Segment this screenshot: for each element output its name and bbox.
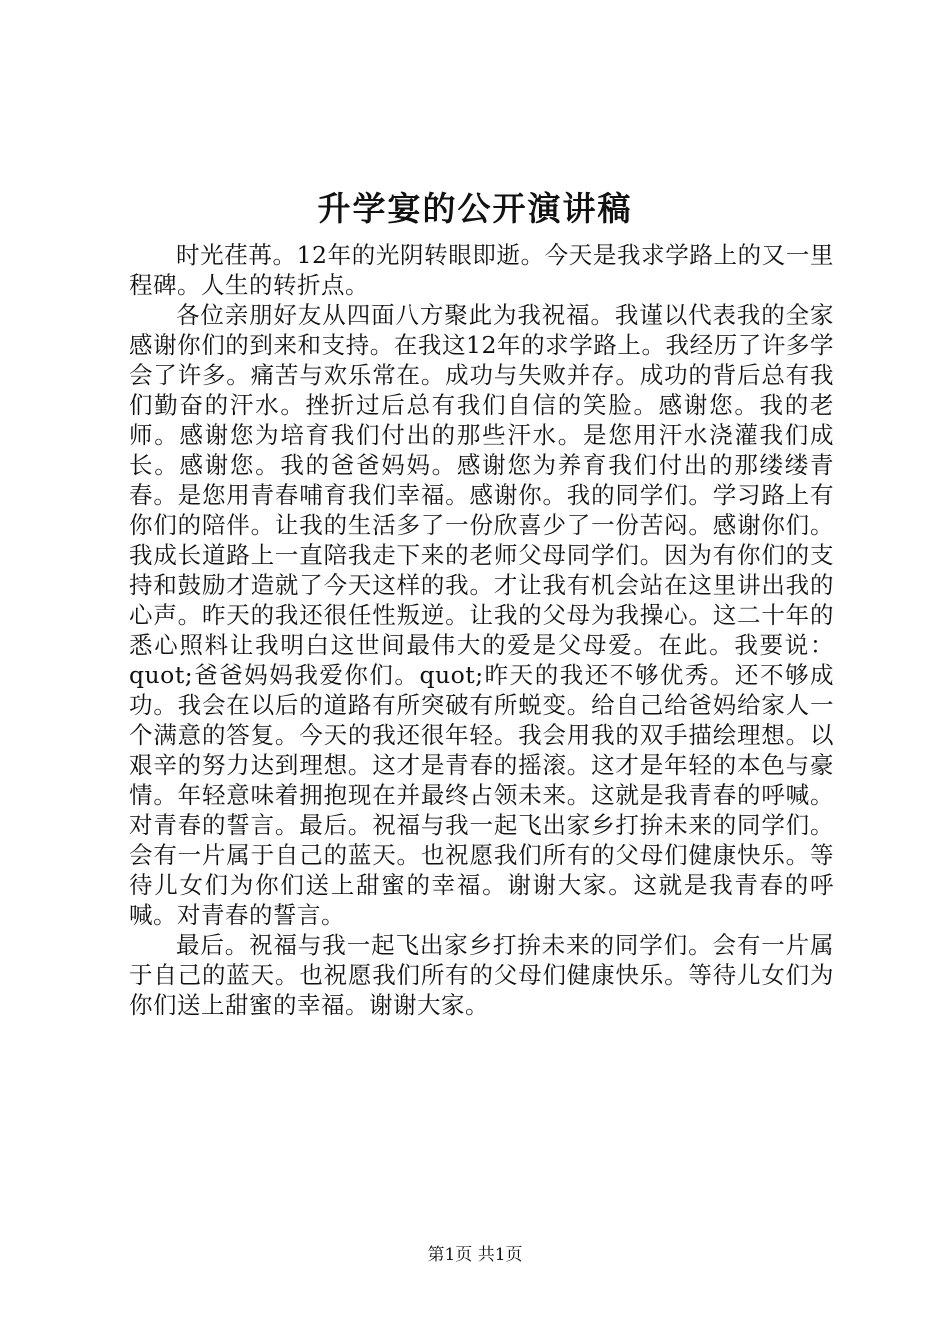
document-title: 升学宴的公开演讲稿	[317, 189, 633, 228]
paragraph-1: 时光荏苒。12年的光阴转眼即逝。今天是我求学路上的又一里程碑。人生的转折点。	[129, 241, 834, 299]
page-footer: 第1页 共1页	[427, 1245, 523, 1265]
paragraph-3: 最后。祝福与我一起飞出家乡打拚未来的同学们。会有一片属于自己的蓝天。也祝愿我们所有的父母们健康快乐。等待儿女们为你们送上甜蜜的幸福。谢谢大家。	[129, 931, 834, 1019]
document-body	[129, 240, 834, 1020]
paragraph-2: 各位亲朋好友从四面八方聚此为我祝福。我谨以代表我的全家感谢你们的到来和支持。在我这12年的求学路上。我经历了许多学会了许多。痛苦与欢乐常在。成功与失败并存。成功的背后总有我们勤奋的汗水。挫折过后总有我们自信的笑脸。感谢您。我的老师。感谢您为培育我们付出的那些汗水。是您用汗水浇灌我们成长。感谢您。我的爸爸妈妈。感谢您为养育我们付出的那缕缕青春。是您用青春哺育我们幸福。感谢你。我的同学们。学习路上有你们的陪伴。让我的生活多了一份欣喜少了一份苦闷。感谢你们。我成长道路上一直陪我走下来的老师父母同学们。因为有你们的支持和鼓励才造就了今天这样的我。才让我有机会站在这里讲出我的心声。昨天的我还很任性叛逆。让我的父母为我操心。这二十年的悉心照料让我明白这世间最伟大的爱是父母爱。在此。我要说：quot;爸爸妈妈我爱你们。quot;昨天的我还不够优秀。还不够成功。我会在以后的道路有所突破有所蜕变。给自己给爸妈给家人一个满意的答复。今天的我还很年轻。我会用我的双手描绘理想。以艰辛的努力达到理想。这才是青春的摇滚。这才是年轻的本色与豪情。年轻意味着拥抱现在并最终占领未来。这就是我青春的呼喊。对青春的誓言。最后。祝福与我一起飞出家乡打拚未来的同学们。会有一片属于自己的蓝天。也祝愿我们所有的父母们健康快乐。等待儿女们为你们送上甜蜜的幸福。谢谢大家。这就是我青春的呼喊。对青春的誓言。	[129, 301, 834, 929]
